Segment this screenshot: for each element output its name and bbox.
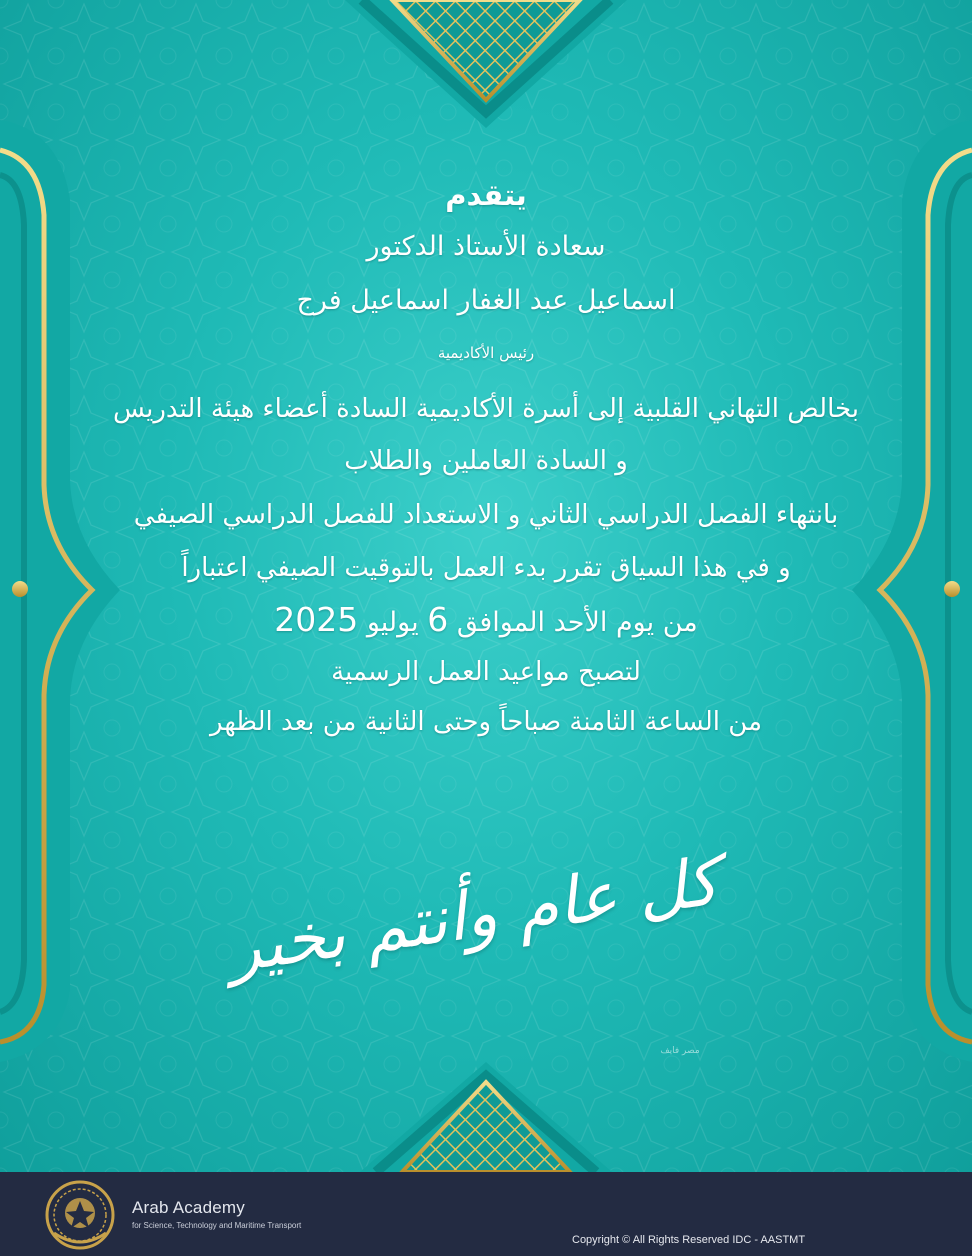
copyright-text: Copyright © All Rights Reserved IDC - AASTMT: [572, 1234, 806, 1246]
sender-name: اسماعيل عبد الغفار اسماعيل فرج: [296, 285, 676, 316]
date-day: 6: [427, 600, 449, 639]
working-hours-line: من الساعة الثامنة صباحاً وحتى الثانية من بعد الظهر: [209, 707, 763, 737]
top-arch-ornament: [345, 0, 627, 128]
intro-text: يتقدم: [445, 178, 527, 212]
message-line-6: لتصبح مواعيد العمل الرسمية: [331, 657, 641, 687]
brand-subtitle: for Science, Technology and Maritime Transport: [132, 1221, 302, 1230]
message-line-3: بانتهاء الفصل الدراسي الثاني و الاستعداد للفصل الدراسي الصيفي: [133, 500, 839, 530]
date-year: 2025: [274, 600, 359, 639]
watermark-logo: مصر فايف: [660, 1046, 700, 1056]
honorific-title: سعادة الأستاذ الدكتور: [366, 231, 606, 262]
sender-role: رئيس الأكاديمية: [437, 344, 535, 362]
footer-bar: [0, 1172, 972, 1256]
effective-date-line: [60, 600, 912, 639]
date-prefix: من يوم الأحد الموافق: [456, 607, 698, 638]
bottom-arch-ornament: [360, 1062, 612, 1172]
calligraphy-greeting: كل عام وأنتم بخير: [222, 842, 724, 988]
brand-name: Arab Academy: [132, 1198, 245, 1217]
message-line-2: و السادة العاملين والطلاب: [344, 446, 628, 476]
academy-emblem-icon: [40, 1177, 120, 1253]
message-line-1: بخالص التهاني القلبية إلى أسرة الأكاديمية السادة أعضاء هيئة التدريس: [112, 394, 860, 424]
date-month: يوليو: [366, 607, 419, 638]
message-line-4: و في هذا السياق تقرر بدء العمل بالتوقيت الصيفي اعتباراً: [181, 553, 791, 583]
